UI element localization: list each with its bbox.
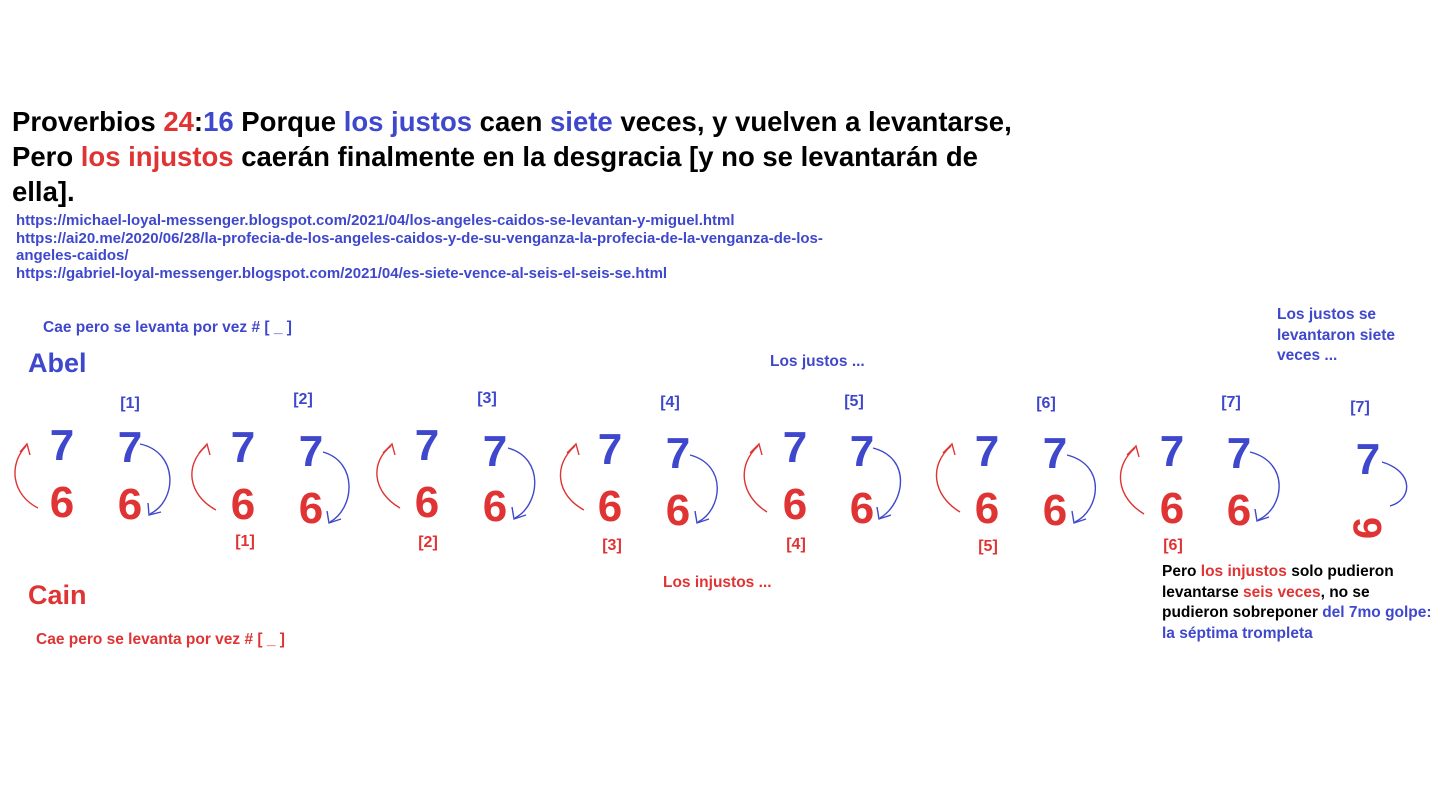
link-gabriel[interactable]: https://gabriel-loyal-messenger.blogspot.com/2021/04/es-siete-vence-al-seis-el-seis-se.html <box>16 264 668 282</box>
abel-counter-3: [3] <box>477 390 497 407</box>
cain-counter-6: [6] <box>1163 537 1183 554</box>
abel-seven-6: 7 <box>1042 429 1068 478</box>
abel-start-seven: 7 <box>49 421 75 470</box>
abel-final-seven: 7 <box>1355 435 1381 484</box>
justos-note: Los justos se levantaron siete veces ... <box>1277 306 1396 364</box>
abel-name: Abel <box>28 348 87 378</box>
cain-six-5: 6 <box>849 484 875 533</box>
cain-six-7: 6 <box>1226 486 1252 535</box>
verse-part-4: caerán finalmente en la desgracia [y no se levantarán de ella]. <box>12 141 978 207</box>
cain-counter-2: [2] <box>418 534 438 551</box>
cain-counter-4: [4] <box>786 536 806 553</box>
note-part-1: Pero <box>1162 563 1201 580</box>
injustos-note <box>1162 562 1432 644</box>
cain-fall-six-4: 6 <box>782 480 808 529</box>
abel-rise-seven-4: 7 <box>782 423 808 472</box>
cain-name: Cain <box>28 580 87 610</box>
abel-counter-2: [2] <box>293 391 313 408</box>
cain-fall-six-3: 6 <box>597 482 623 531</box>
note-part-2: solo pudieron levantarse <box>1162 563 1394 601</box>
cain-caption: Cae pero se levanta por vez # [ _ ] <box>36 631 285 648</box>
cain-counter-1: [1] <box>235 533 255 550</box>
cain-six-6: 6 <box>1042 486 1068 535</box>
verse-part-1: Porque <box>233 106 344 137</box>
cain-six-3: 6 <box>482 482 508 531</box>
cain-fall-six-2: 6 <box>414 478 440 527</box>
cain-start-six: 6 <box>49 478 75 527</box>
cain-six-2: 6 <box>298 484 324 533</box>
abel-rise-seven-1: 7 <box>230 423 256 472</box>
cain-counter-3: [3] <box>602 537 622 554</box>
abel-seven-1: 7 <box>117 423 143 472</box>
verse-siete: siete <box>550 106 613 137</box>
abel-seven-7: 7 <box>1226 429 1252 478</box>
abel-rise-seven-2: 7 <box>414 421 440 470</box>
note-injustos: los injustos <box>1200 563 1287 580</box>
abel-counter-7: [7] <box>1221 394 1241 411</box>
abel-counter-final: [7] <box>1350 399 1370 416</box>
cain-group-label: Los injustos ... <box>663 574 772 591</box>
link-list <box>16 212 1016 282</box>
note-seis-veces: seis veces <box>1243 583 1321 601</box>
verse-part-3: veces, y vuelven a levantarse, Pero <box>12 106 1012 172</box>
abel-seven-3: 7 <box>482 427 508 476</box>
verse-text <box>12 104 1022 209</box>
abel-rise-seven-3: 7 <box>597 425 623 474</box>
abel-counter-1: [1] <box>120 395 140 412</box>
abel-rise-seven-5: 7 <box>974 427 1000 476</box>
verse-justos: los justos <box>343 106 473 137</box>
verse-injustos: los injustos <box>80 141 234 172</box>
abel-counter-4: [4] <box>660 394 680 411</box>
link-ai20[interactable]: https://ai20.me/2020/06/28/la-profecia-de-los-angeles-caidos-y-de-su-venganza-la-profecia-de-la-venganza-de-los- <box>16 229 823 247</box>
abel-seven-5: 7 <box>849 427 875 476</box>
link-michael[interactable]: https://michael-loyal-messenger.blogspot.com/2021/04/los-angeles-caidos-se-levantan-y-miguel.html <box>16 212 735 229</box>
abel-seven-4: 7 <box>665 429 691 478</box>
abel-rise-seven-6: 7 <box>1159 427 1185 476</box>
cain-six-1: 6 <box>117 480 143 529</box>
blue-fall-arrows <box>140 444 1407 527</box>
cain-fallen-six: 6 <box>1346 516 1390 540</box>
cain-six-4: 6 <box>665 486 691 535</box>
abel-caption: Cae pero se levanta por vez # [ _ ] <box>43 319 292 336</box>
verse-part-2: caen <box>472 106 551 137</box>
verse-number: 16 <box>203 106 234 137</box>
note-del-7mo: del 7mo golpe: la séptima trompleta <box>1162 604 1432 642</box>
cain-fall-six-5: 6 <box>974 484 1000 533</box>
cain-counter-5: [5] <box>978 538 998 555</box>
verse-chapter: 24 <box>163 106 194 137</box>
abel-group-label: Los justos ... <box>770 353 865 370</box>
link-ai20-continued[interactable]: angeles-caidos/ <box>16 247 129 264</box>
cain-fall-six-6: 6 <box>1159 484 1185 533</box>
abel-counter-5: [5] <box>844 393 864 410</box>
verse-book: Proverbios <box>12 106 156 137</box>
abel-seven-2: 7 <box>298 427 324 476</box>
cain-fall-six-1: 6 <box>230 480 256 529</box>
note-part-3: , no se pudieron sobreponer <box>1162 583 1370 621</box>
verse-colon: : <box>193 106 204 137</box>
abel-counter-6: [6] <box>1036 395 1056 412</box>
